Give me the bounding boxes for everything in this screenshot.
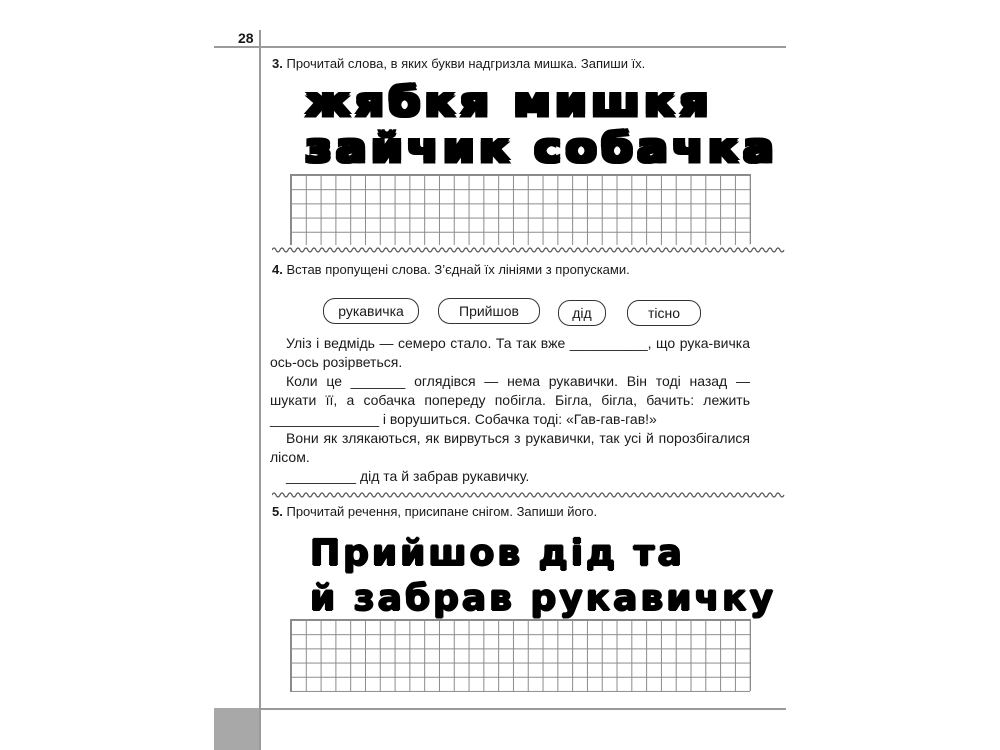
task3-heading xyxy=(272,56,645,71)
task4-text xyxy=(270,334,750,486)
task4-paragraph-2: Коли це _______ оглядівся — нема рукавички. Він тоді назад — шукати її, а собачка попереду побігла. Бігла, бігла, бачить: лежить ______________ і ворушиться. Собачка тоді: «Гав-гав-гав!» xyxy=(270,373,750,427)
task4-paragraph-1: Уліз і ведмідь — семеро стало. Та так вже __________, що рука-вичка ось-ось розірветься. xyxy=(270,335,750,370)
task5-writing-grid[interactable] xyxy=(290,619,750,692)
task5-number: 5. xyxy=(272,504,283,519)
word-box-did[interactable]: дід xyxy=(558,300,606,326)
divider-wave xyxy=(272,491,786,499)
task3-words-line1: жябкя мишкя xyxy=(305,78,713,126)
divider-wave xyxy=(272,246,786,254)
task5-sentence-line2: й забрав рукавичку xyxy=(310,578,777,619)
word-box-tisno[interactable]: тісно xyxy=(627,300,701,326)
word-box-pryishov[interactable]: Прийшов xyxy=(438,298,540,324)
task4-number: 4. xyxy=(272,262,283,277)
task3-instruction: Прочитай слова, в яких букви надгризла мишка. Запиши їх. xyxy=(286,56,646,71)
task3-writing-grid[interactable] xyxy=(290,174,750,245)
task4-paragraph-3: Вони як злякаються, як вирвуться з рукавички, так усі й порозбігалися лісом. xyxy=(270,430,750,465)
task5-sentence-line1: Прийшов дід та xyxy=(310,533,685,574)
task4-instruction: Встав пропущені слова. З’єднай їх лініями з пропусками. xyxy=(286,262,630,277)
page-number: 28 xyxy=(238,30,254,46)
task4-paragraph-4: _________ дід та й забрав рукавичку. xyxy=(286,468,530,484)
page-corner-tab xyxy=(214,708,259,750)
footer-rule xyxy=(259,708,786,710)
page-margin-line xyxy=(259,30,261,750)
task4-heading xyxy=(272,262,630,277)
header-rule xyxy=(214,46,786,48)
task3-words-line2: зайчик собачка xyxy=(305,124,778,172)
task5-instruction: Прочитай речення, присипане снігом. Запиши його. xyxy=(286,504,598,519)
task5-heading xyxy=(272,504,597,519)
task3-number: 3. xyxy=(272,56,283,71)
word-box-rukavychka[interactable]: рукавичка xyxy=(323,298,419,324)
